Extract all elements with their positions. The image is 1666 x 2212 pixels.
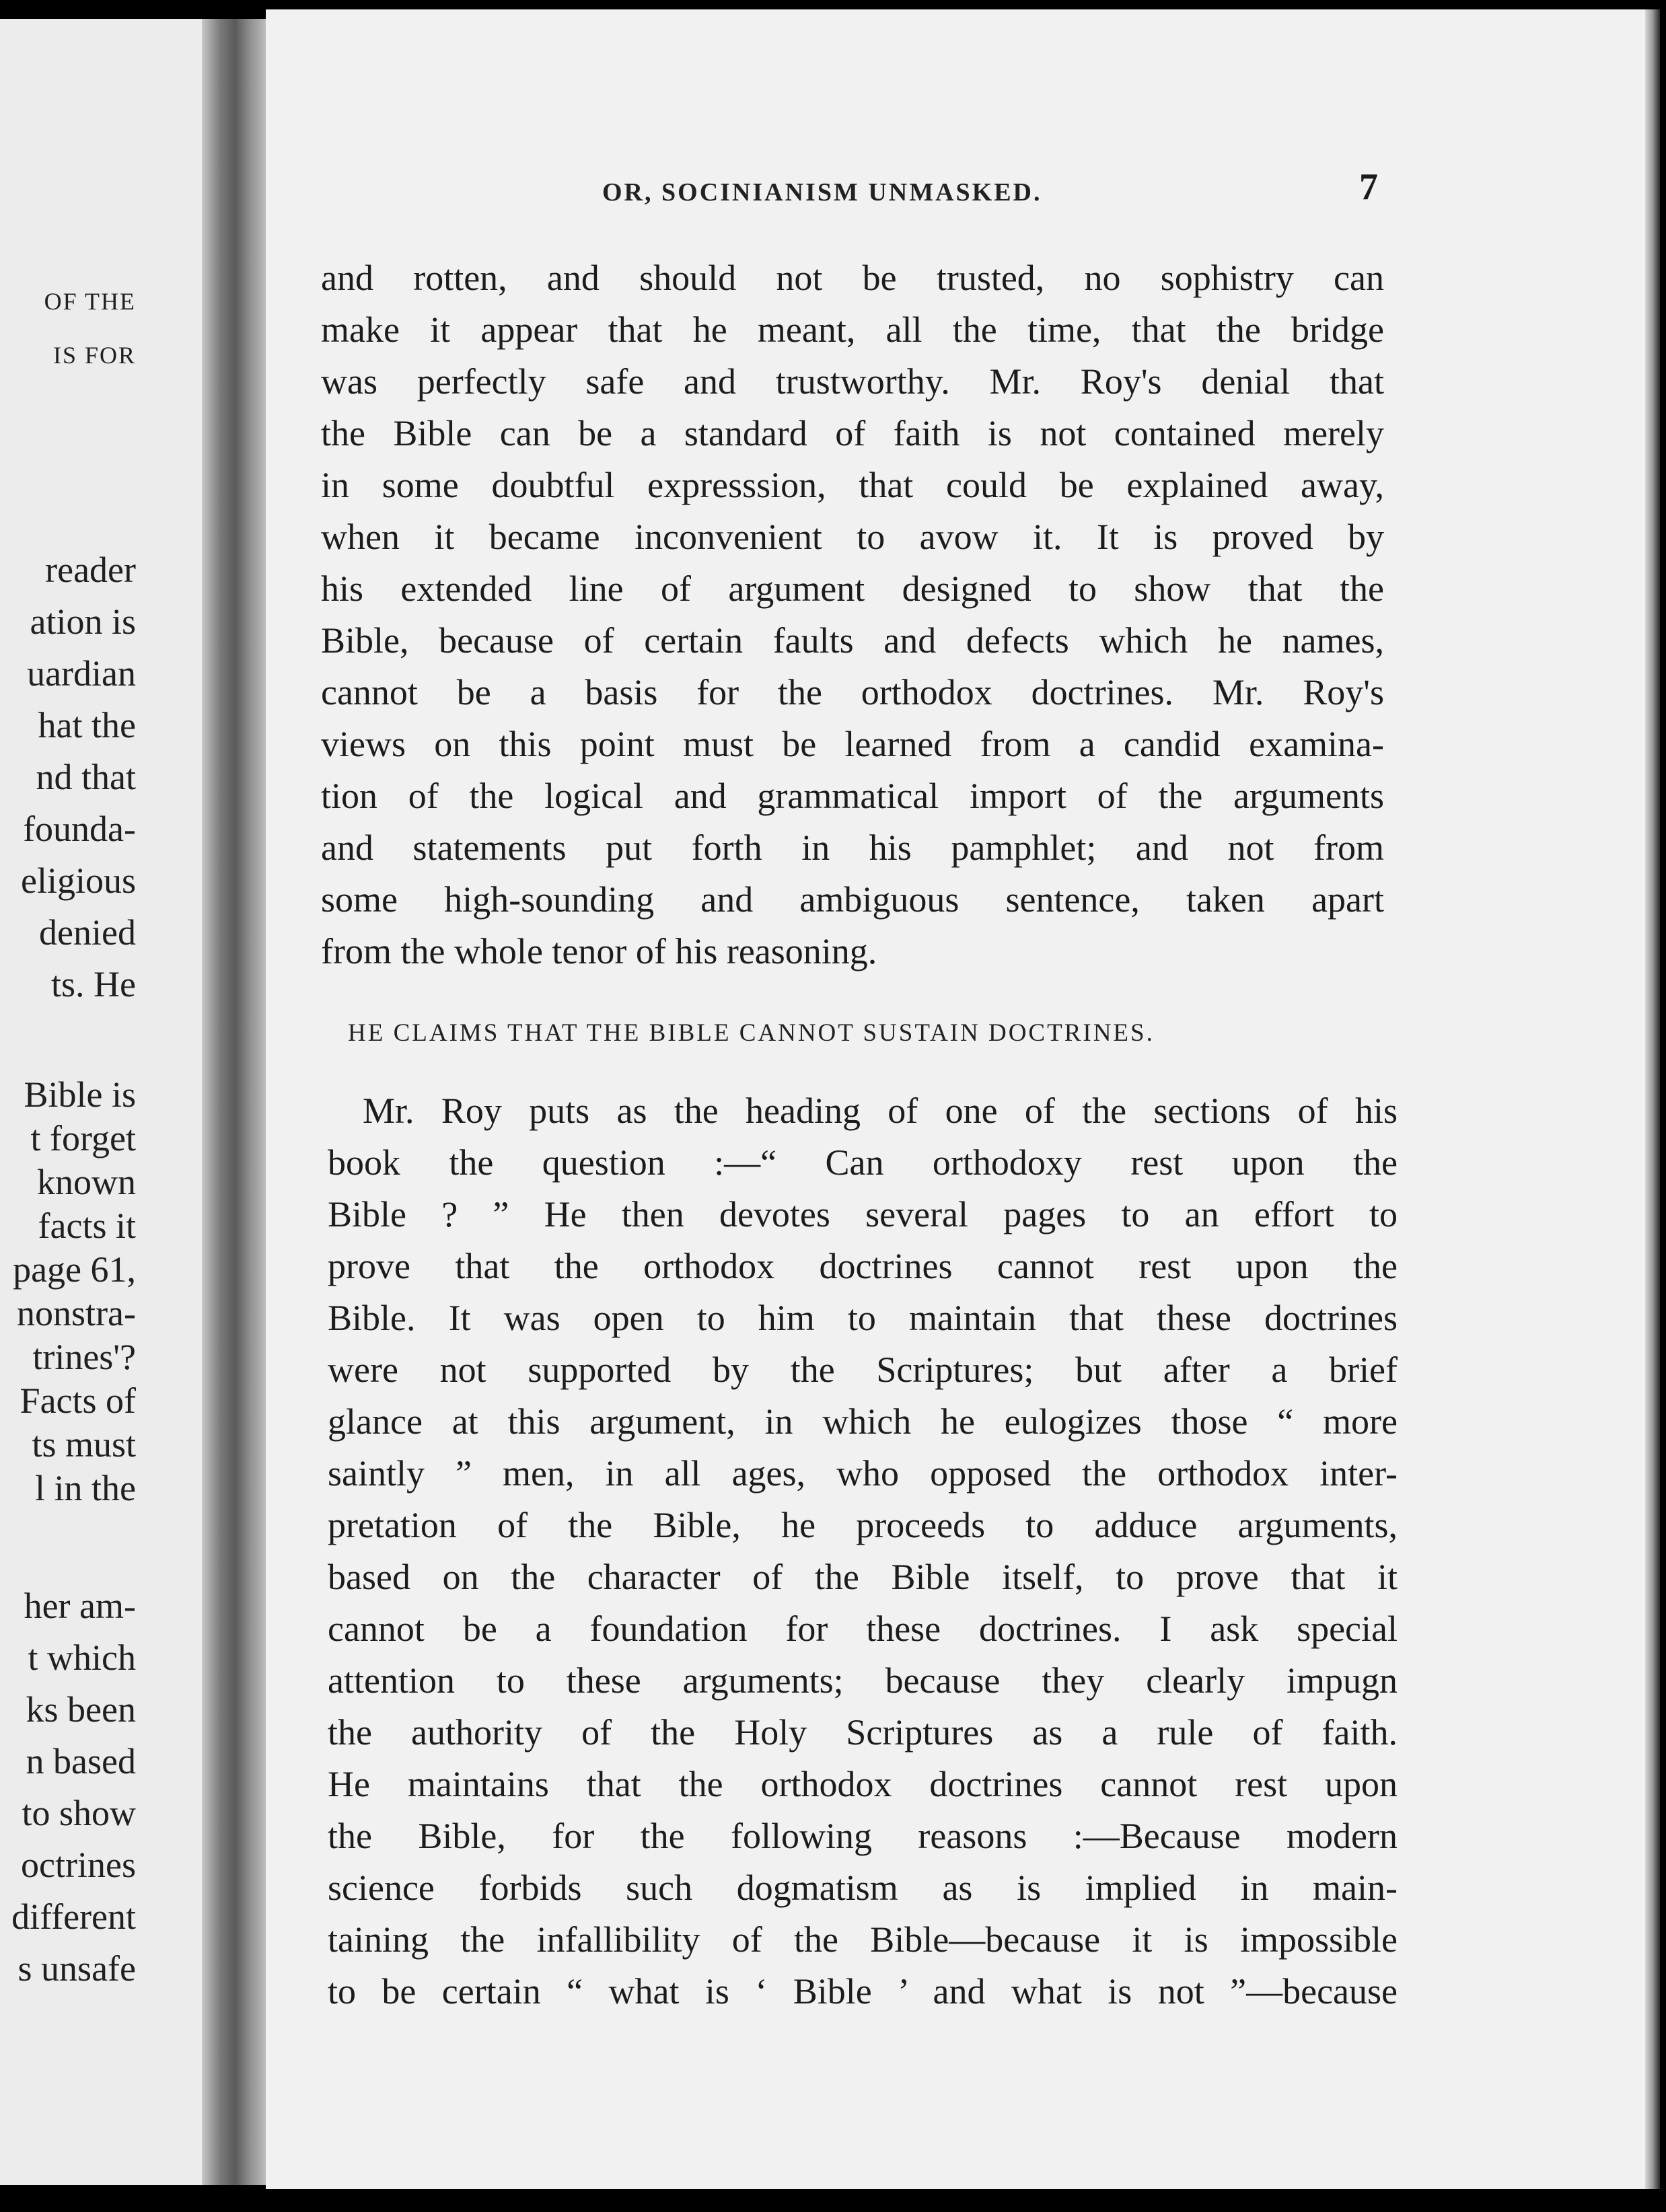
running-head: OR, SOCINIANISM UNMASKED.	[602, 178, 1042, 207]
page-edge-shadow	[1645, 9, 1660, 2189]
left-page-line: trines'?	[32, 1337, 136, 1377]
paragraph-2-line: pretation of the Bible, he proceeds to adduce arguments,	[328, 1505, 1398, 1545]
paragraph-1-line: tion of the logical and grammatical import of the arguments	[321, 776, 1384, 816]
paragraph-2-line: the Bible, for the following reasons :—Because modern	[328, 1816, 1398, 1856]
paragraph-2-line: taining the infallibility of the Bible—because it is impossible	[328, 1919, 1398, 1960]
left-page-line: t forget	[30, 1118, 136, 1158]
paragraph-1-line: his extended line of argument designed to show that the	[321, 568, 1384, 609]
paragraph-1-line: the Bible can be a standard of faith is not contained merely	[321, 413, 1384, 453]
left-page-line: Facts of	[20, 1380, 136, 1421]
paragraph-1-line: when it became inconvenient to avow it. It is proved by	[321, 517, 1384, 557]
left-page-line: hat the	[38, 705, 136, 745]
paragraph-1-line: and rotten, and should not be trusted, no sophistry can	[321, 258, 1384, 298]
left-page-line: facts it	[38, 1206, 136, 1246]
paragraph-2-line: attention to these arguments; because they clearly impugn	[328, 1660, 1398, 1701]
left-page-line: n based	[26, 1741, 136, 1781]
paragraph-2-line: Bible. It was open to him to maintain that these doctrines	[328, 1298, 1398, 1338]
paragraph-1-line: make it appear that he meant, all the time, that the bridge	[321, 309, 1384, 350]
left-page-line: ts. He	[51, 964, 136, 1004]
left-page-line: different	[11, 1896, 136, 1937]
main-page	[266, 9, 1645, 2189]
left-page-line: nd that	[36, 757, 136, 797]
paragraph-2-line: Bible ? ” He then devotes several pages to an effort to	[328, 1194, 1398, 1234]
left-page-line: s unsafe	[17, 1948, 136, 1989]
left-page-line: l in the	[35, 1468, 136, 1508]
paragraph-1-line: and statements put forth in his pamphlet; and not from	[321, 827, 1384, 868]
book-gutter	[202, 19, 276, 2185]
left-page-line: octrines	[21, 1845, 136, 1885]
left-page-line: OF THE	[44, 288, 136, 315]
left-page-line: known	[37, 1162, 136, 1202]
paragraph-2-line: science forbids such dogmatism as is implied in main-	[328, 1868, 1398, 1908]
left-page-line: founda-	[23, 809, 136, 849]
left-page-line: denied	[39, 912, 136, 953]
paragraph-1-line: cannot be a basis for the orthodox doctrines. Mr. Roy's	[321, 672, 1384, 712]
paragraph-2-line: book the question :—“ Can orthodoxy rest upon the	[328, 1142, 1398, 1183]
left-page-line: page 61,	[13, 1249, 136, 1290]
paragraph-2-line: He maintains that the orthodox doctrines cannot rest upon	[328, 1764, 1398, 1804]
left-page-line: nonstra-	[17, 1293, 136, 1333]
paragraph-2-line: glance at this argument, in which he eulogizes those “ more	[328, 1401, 1398, 1442]
paragraph-1-line: Bible, because of certain faults and defects which he names,	[321, 620, 1384, 661]
paragraph-2-line: Mr. Roy puts as the heading of one of the sections of his	[363, 1091, 1398, 1131]
paragraph-1-line: was perfectly safe and trustworthy. Mr. Roy's denial that	[321, 361, 1384, 402]
left-page-line: reader	[45, 550, 136, 590]
left-page-line: ks been	[26, 1689, 136, 1730]
paragraph-2-line: saintly ” men, in all ages, who opposed the orthodox inter-	[328, 1453, 1398, 1494]
paragraph-1-line: some high-sounding and ambiguous sentence, taken apart	[321, 879, 1384, 920]
left-page-line: IS FOR	[52, 342, 136, 369]
left-page-line: to show	[22, 1793, 136, 1833]
paragraph-2-line: were not supported by the Scriptures; but after a brief	[328, 1350, 1398, 1390]
left-page-line: uardian	[27, 653, 136, 694]
left-page-line: t which	[28, 1637, 136, 1678]
paragraph-1-line: from the whole tenor of his reasoning.	[321, 931, 877, 971]
paragraph-2-line: the authority of the Holy Scriptures as a rule of faith.	[328, 1712, 1398, 1753]
left-page-line: ation is	[30, 601, 136, 642]
section-heading: HE CLAIMS THAT THE BIBLE CANNOT SUSTAIN DOCTRINES.	[348, 1019, 1155, 1047]
paragraph-1-line: in some doubtful expresssion, that could be explained away,	[321, 465, 1384, 505]
paragraph-1-line: views on this point must be learned from a candid examina-	[321, 724, 1384, 764]
paragraph-2-line: cannot be a foundation for these doctrines. I ask special	[328, 1609, 1398, 1649]
paragraph-2-line: prove that the orthodox doctrines cannot rest upon the	[328, 1246, 1398, 1286]
left-page-line: Bible is	[24, 1074, 136, 1115]
paragraph-2-line: to be certain “ what is ‘ Bible ’ and what is not ”—because	[328, 1971, 1398, 2012]
left-page-line: eligious	[21, 860, 136, 901]
left-page-line: her am-	[24, 1586, 136, 1626]
left-page-line: ts must	[32, 1424, 136, 1465]
paragraph-2-line: based on the character of the Bible itself, to prove that it	[328, 1557, 1398, 1597]
facing-left-page	[0, 19, 222, 2185]
page-number: 7	[1359, 166, 1378, 208]
